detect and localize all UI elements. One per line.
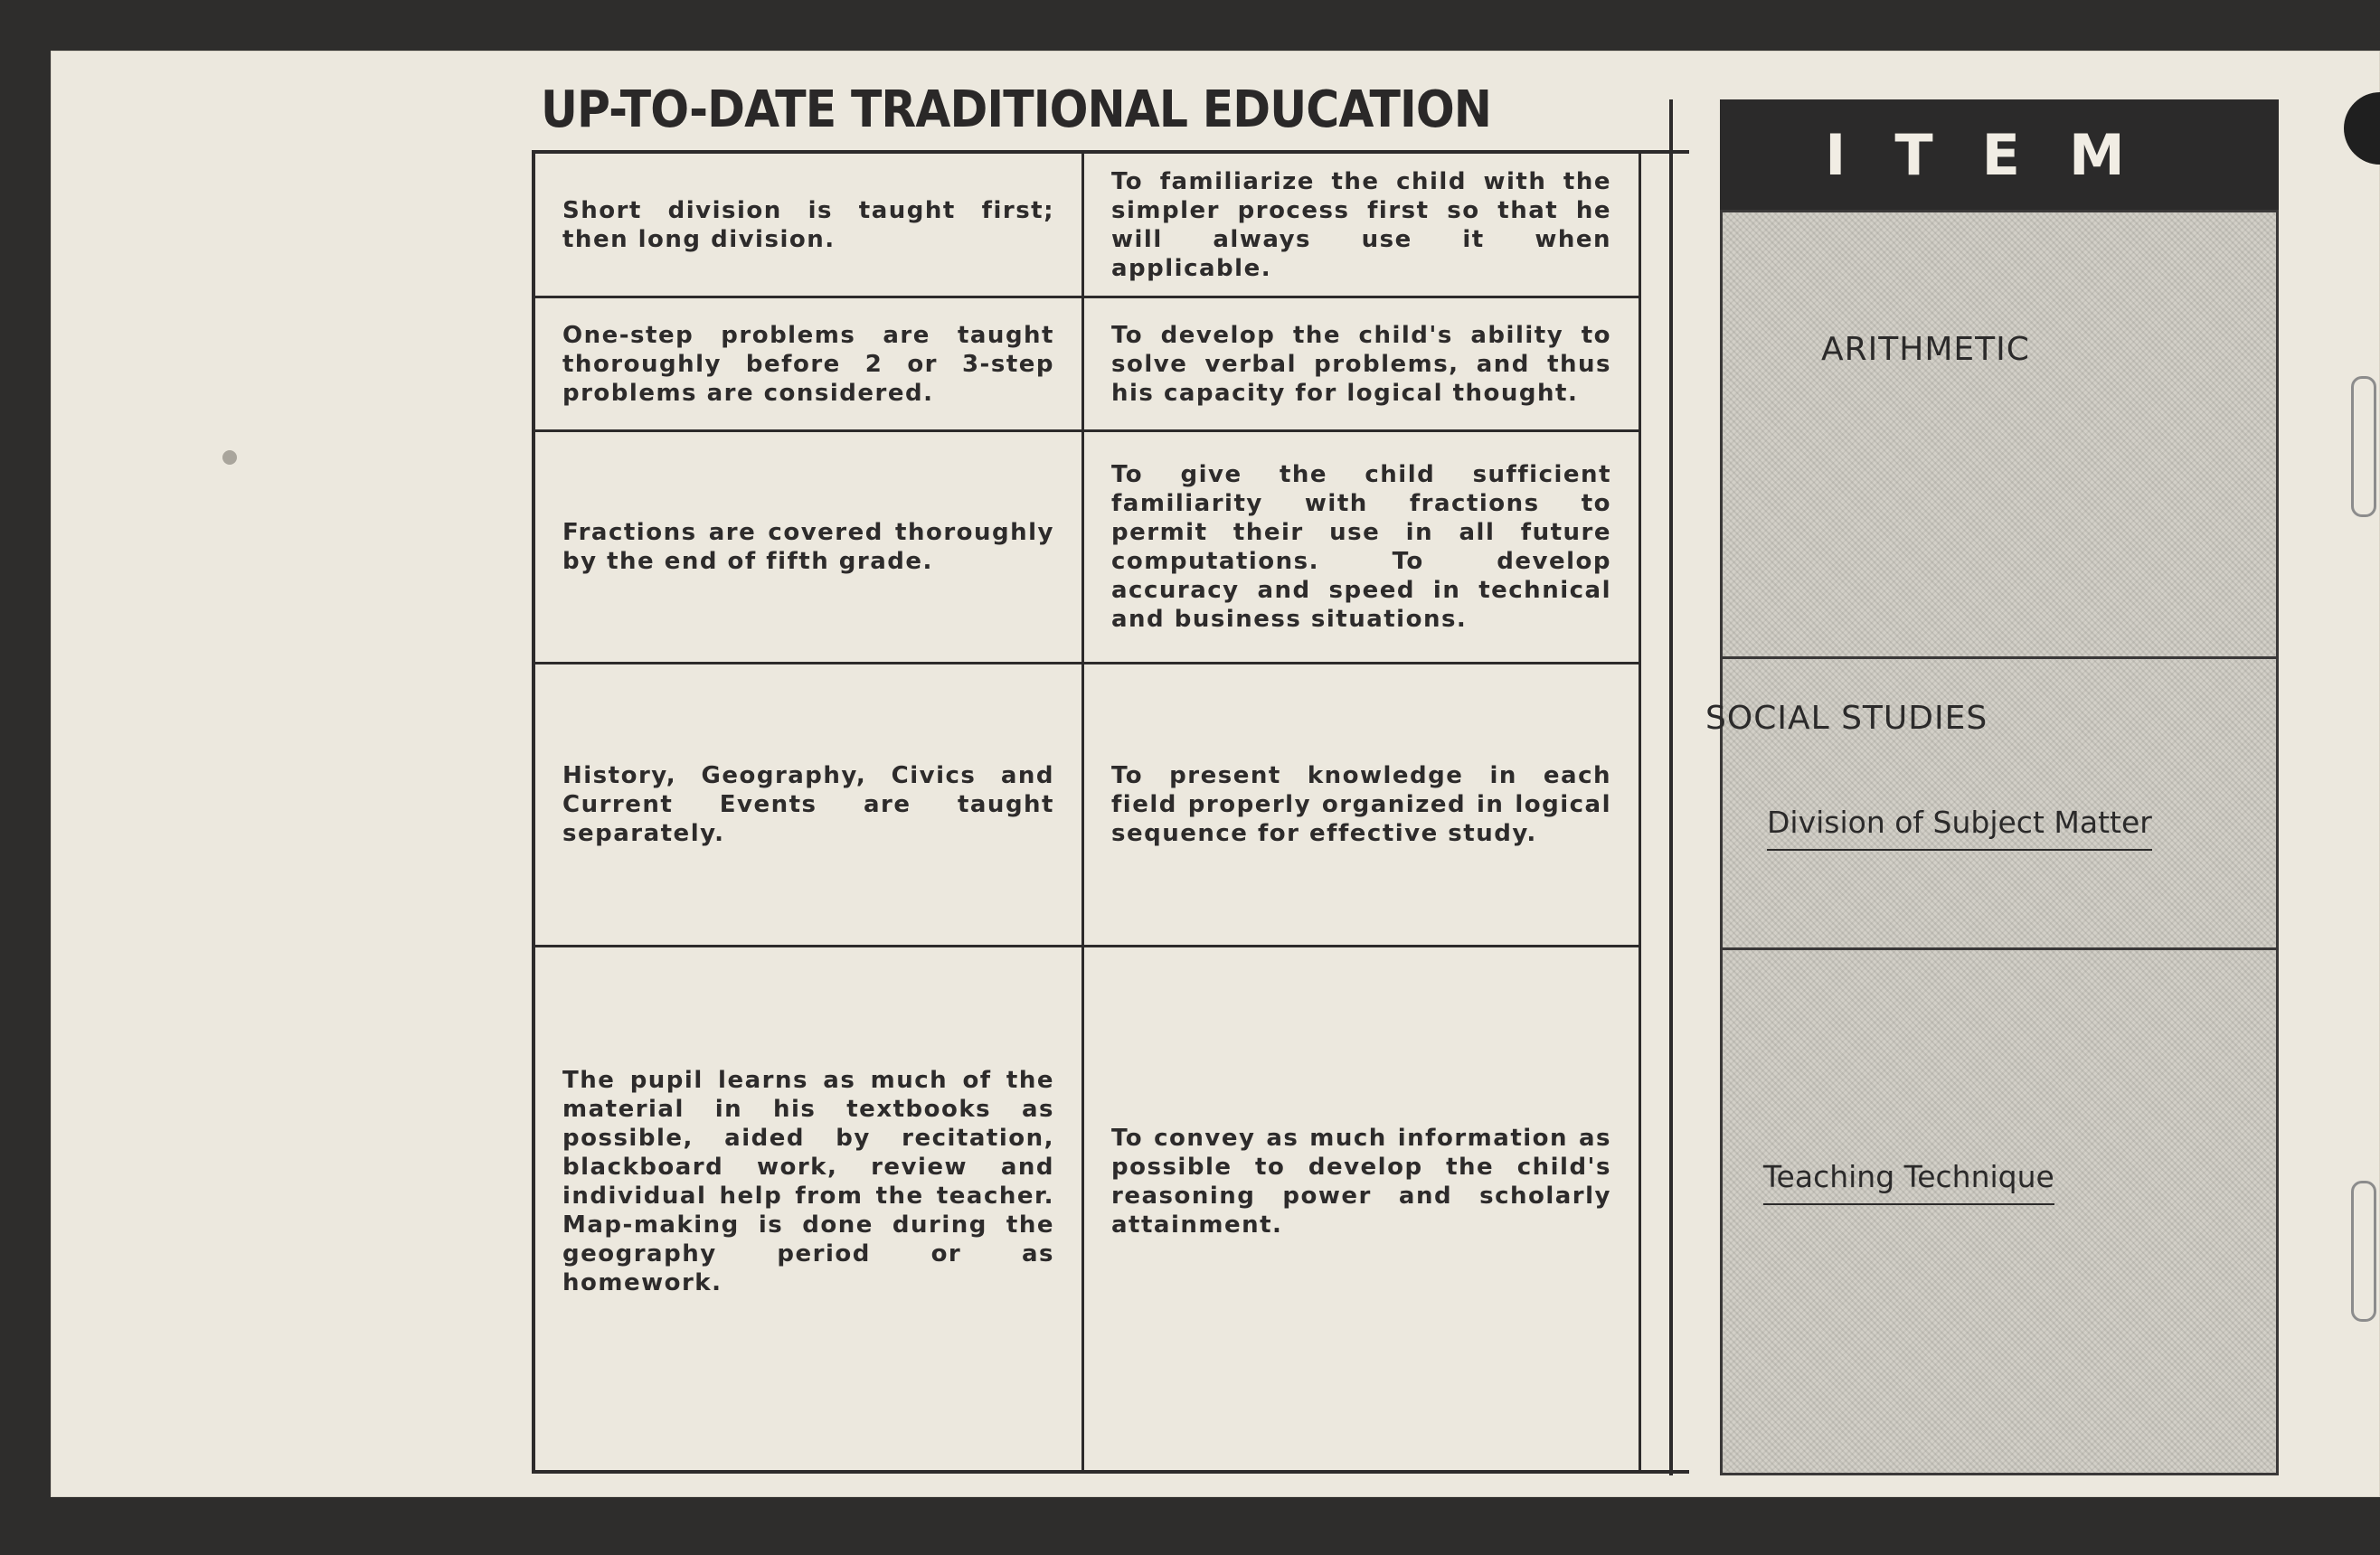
item-header: ITEM (1720, 99, 2279, 210)
item-sublabel-division: Division of Subject Matter (1767, 805, 2152, 851)
purpose-text: To convey as much information as possible to develop the child's reasoning power and scholarly attainment. (1111, 1125, 1611, 1239)
paper-spot (222, 450, 237, 465)
purpose-text: To familiarize the child with the simpler process first so that he will always use it when applicable. (1111, 167, 1611, 282)
purpose-text: To develop the child's ability to solve verbal problems, and thus his capacity for logical thought. (1111, 321, 1611, 407)
table-cell-practice (535, 947, 1081, 1470)
practice-text: One-step problems are taught thoroughly before 2 or 3-step problems are considered. (562, 321, 1054, 407)
binding-staple-lower (2351, 1181, 2376, 1322)
page-title: UP-TO-DATE TRADITIONAL EDUCATION (541, 80, 1492, 139)
item-label-social-studies: SOCIAL STUDIES (1705, 700, 1988, 737)
item-divider (1720, 947, 2279, 950)
practice-text: Fractions are covered thoroughly by the end of fifth grade. (562, 519, 1054, 575)
purpose-text: To give the child sufficient familiarity with fractions to permit their use in all future computations. To develop accuracy and speed in technical and business situations. (1111, 461, 1611, 633)
comparison-table (532, 150, 1689, 1474)
page-sheet (51, 51, 2380, 1497)
table-cell-practice (535, 298, 1081, 429)
table-cell-purpose (1084, 432, 1639, 662)
table-cell-purpose (1084, 298, 1639, 429)
item-sublabel-teaching: Teaching Technique (1763, 1159, 2054, 1205)
table-cell-purpose (1084, 664, 1639, 945)
practice-text: The pupil learns as much of the material in his textbooks as possible, aided by recitation, blackboard work, review and individual help from the teacher. Map-making is done during the geography period or as homework. (562, 1067, 1054, 1296)
binding-staple-upper (2351, 376, 2376, 517)
punch-hole-top (2344, 92, 2380, 165)
practice-text: History, Geography, Civics and Current Events are taught separately. (562, 762, 1054, 847)
item-label-arithmetic: ARITHMETIC (1821, 331, 2030, 368)
table-cell-practice (535, 154, 1081, 296)
table-cell-practice (535, 432, 1081, 662)
table-cell-purpose (1084, 947, 1639, 1470)
column-divider-right (1639, 154, 1641, 1470)
purpose-text: To present knowledge in each field properly organized in logical sequence for effective study. (1111, 762, 1611, 847)
practice-text: Short division is taught first; then long division. (562, 196, 1054, 253)
table-cell-practice (535, 664, 1081, 945)
item-divider (1720, 656, 2279, 659)
table-cell-purpose (1084, 154, 1639, 296)
